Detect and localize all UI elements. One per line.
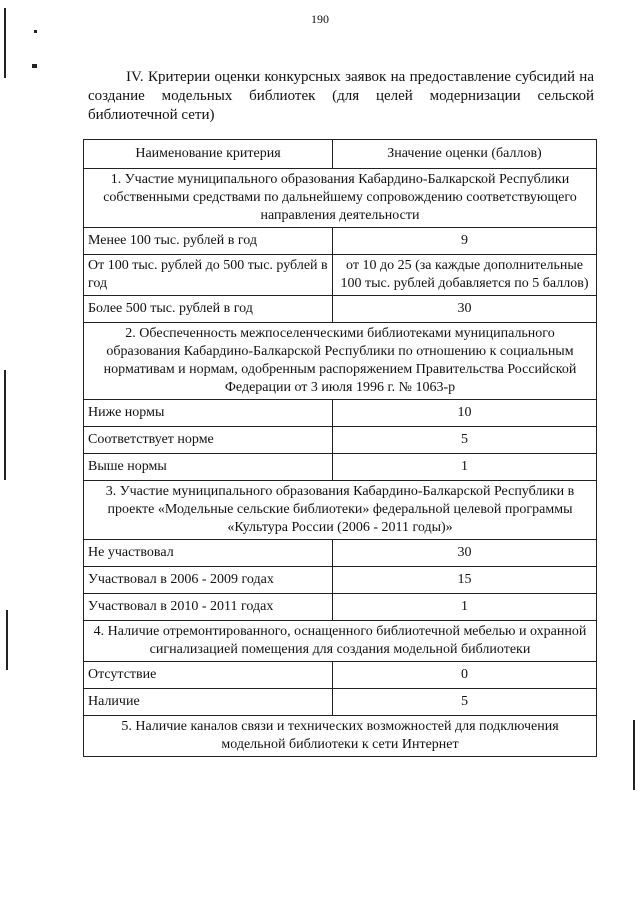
header-criterion-name: Наименование критерия — [84, 140, 333, 169]
criterion-name: Соответствует норме — [84, 427, 333, 454]
scan-mark — [633, 720, 635, 790]
criterion-score: 9 — [333, 228, 597, 255]
group-row — [84, 169, 597, 228]
table-row — [84, 540, 597, 567]
table-row — [84, 296, 597, 323]
table-row — [84, 228, 597, 255]
table-header-row — [84, 140, 597, 169]
criterion-name: Отсутствие — [84, 662, 333, 689]
table-row — [84, 454, 597, 481]
table-row — [84, 689, 597, 716]
criterion-score: 1 — [333, 454, 597, 481]
group-row — [84, 716, 597, 757]
criterion-score: 30 — [333, 540, 597, 567]
criterion-name: Не участвовал — [84, 540, 333, 567]
table-row — [84, 662, 597, 689]
scan-mark — [4, 8, 6, 78]
criterion-score: 10 — [333, 400, 597, 427]
criterion-name: От 100 тыс. рублей до 500 тыс. рублей в год — [84, 255, 333, 296]
criterion-score: 1 — [333, 594, 597, 621]
criterion-name: Менее 100 тыс. рублей в год — [84, 228, 333, 255]
table-row — [84, 255, 597, 296]
scan-mark — [34, 30, 37, 33]
criterion-score: 5 — [333, 689, 597, 716]
table-row — [84, 567, 597, 594]
scan-mark — [32, 64, 37, 68]
group-row — [84, 323, 597, 400]
table-row — [84, 594, 597, 621]
scan-mark — [4, 370, 6, 480]
group-title: 4. Наличие отремонтированного, оснащенного библиотечной мебелью и охранной сигнализацией помещения для создания модельной библиотеки — [84, 621, 597, 662]
table-row — [84, 427, 597, 454]
criterion-name: Более 500 тыс. рублей в год — [84, 296, 333, 323]
criterion-score: 15 — [333, 567, 597, 594]
scan-mark — [6, 610, 8, 670]
group-row — [84, 621, 597, 662]
criterion-name: Участвовал в 2006 - 2009 годах — [84, 567, 333, 594]
group-title: 5. Наличие каналов связи и технических возможностей для подключения модельной библиотеки к сети Интернет — [84, 716, 597, 757]
group-row — [84, 481, 597, 540]
criteria-table — [83, 139, 597, 757]
group-title: 3. Участие муниципального образования Кабардино-Балкарской Республики в проекте «Модельные сельские библиотеки» федеральной целевой программы «Культура России (2006 - 2011 годы)» — [84, 481, 597, 540]
page-number: 190 — [311, 12, 329, 26]
criterion-score: 30 — [333, 296, 597, 323]
criterion-name: Выше нормы — [84, 454, 333, 481]
criterion-name: Участвовал в 2010 - 2011 годах — [84, 594, 333, 621]
criterion-score: 0 — [333, 662, 597, 689]
criterion-score: 5 — [333, 427, 597, 454]
group-title: 2. Обеспеченность межпоселенческими библиотеками муниципального образования Кабардино-Балкарской Республики по отношению к социальным нормативам и нормам, одобренным распоряжением Правительства Российской Федерации от 3 июля 1996 г. № 1063-р — [84, 323, 597, 400]
criterion-name: Наличие — [84, 689, 333, 716]
criterion-score: от 10 до 25 (за каждые дополнительные 100 тыс. рублей добавляется по 5 баллов) — [333, 255, 597, 296]
group-title: 1. Участие муниципального образования Кабардино-Балкарской Республики собственными средствами по дальнейшему сопровождению соответствующего направления деятельности — [84, 169, 597, 228]
header-score-value: Значение оценки (баллов) — [333, 140, 597, 169]
section-heading: IV. Критерии оценки конкурсных заявок на предоставление субсидий на создание модельных библиотек (для целей модернизации сельской библиотечной сети) — [88, 69, 594, 123]
table-row — [84, 400, 597, 427]
criterion-name: Ниже нормы — [84, 400, 333, 427]
